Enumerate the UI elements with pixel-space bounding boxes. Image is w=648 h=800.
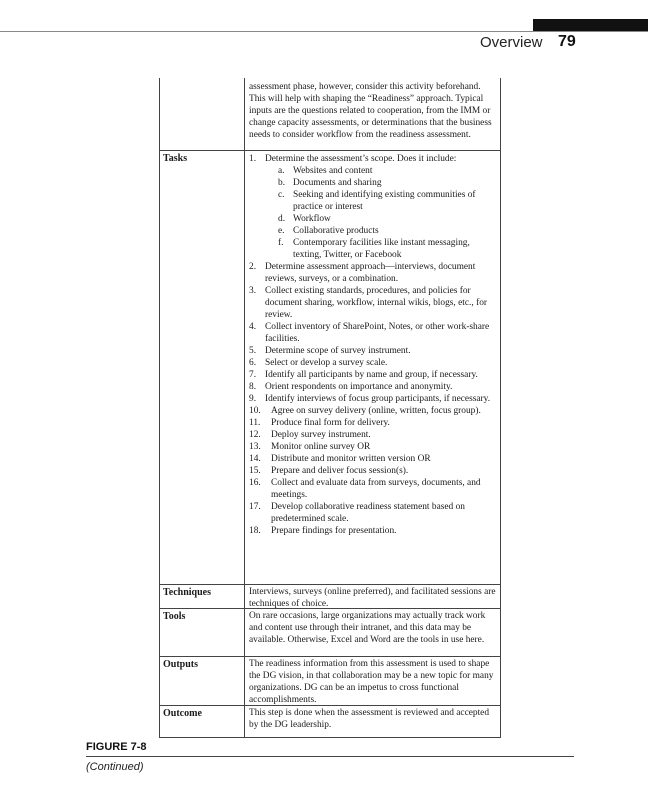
task-item: 13. Monitor online survey OR <box>249 442 371 452</box>
tools-cell <box>249 610 497 646</box>
intro-text: assessment phase, however, consider this activity beforehand. This will help with shaping the “Readiness” approach. Typical inputs are the questions related to cooperation, from the IMM or change capacity assessments, or determinations that the business needs to consider workflow from the readiness assessment. <box>249 82 492 140</box>
table-left-border <box>159 78 160 738</box>
table-column-divider <box>244 78 245 738</box>
task-item: 11. Produce final form for delivery. <box>249 418 390 428</box>
intro-cell <box>249 81 497 141</box>
outcome-text: This step is done when the assessment is reviewed and accepted by the DG leadership. <box>249 708 490 730</box>
task-item: 1. Determine the assessment’s scope. Does it include: a. Websites and content b. Documents and sharing c. Seeking and identifying existing communities of practice or interest d. Workflow e. Collaborative products f. Contemporary facilities like instant messaging, texting, Twitter, or Facebook <box>249 153 497 261</box>
row-divider-tasks <box>159 150 501 151</box>
outcome-label: Outcome <box>163 708 202 719</box>
task-item: 5. Determine scope of survey instrument. <box>249 346 411 356</box>
row-divider-outputs <box>159 656 501 657</box>
outputs-label: Outputs <box>163 659 199 670</box>
row-divider-techniques <box>159 584 501 585</box>
table-right-border <box>500 78 501 738</box>
task-subitem: e. Collaborative products <box>278 226 379 236</box>
page-number: 79 <box>558 33 576 50</box>
task-item: 18. Prepare findings for presentation. <box>249 526 397 536</box>
running-head-section: Overview <box>480 34 543 51</box>
task-item: 4. Collect inventory of SharePoint, Notes, or other work-share facilities. <box>249 322 490 344</box>
task-item: 9. Identify interviews of focus group participants, if necessary. <box>249 394 491 404</box>
task-item: 7. Identify all participants by name and group, if necessary. <box>249 370 478 380</box>
outputs-text: The readiness information from this assessment is used to shape the DG vision, in that collaboration may be a new topic for many organizations. DG can be an impetus to cross functional accomplishments. <box>249 659 494 705</box>
task-item: 2. Determine assessment approach—interviews, document reviews, surveys, or a combination. <box>249 262 476 284</box>
task-item: 16. Collect and evaluate data from surveys, documents, and meetings. <box>249 478 481 500</box>
task-item: 10. Agree on survey delivery (online, written, focus group). <box>249 406 481 416</box>
task-subitem: f. Contemporary facilities like instant messaging, texting, Twitter, or Facebook <box>278 238 470 260</box>
task-item: 3. Collect existing standards, procedures, and policies for document sharing, workflow, internal wikis, blogs, etc., for review. <box>249 286 488 320</box>
task-subitem: b. Documents and sharing <box>278 178 382 188</box>
tasks-list <box>249 153 497 537</box>
task-subitem: c. Seeking and identifying existing communities of practice or interest <box>278 190 476 212</box>
techniques-cell <box>249 586 497 610</box>
header-rule <box>0 31 648 32</box>
tasks-cell <box>249 153 497 537</box>
task-item: 14. Distribute and monitor written version OR <box>249 454 431 464</box>
figure-label: FIGURE 7-8 <box>86 741 147 753</box>
tasks-label: Tasks <box>163 153 188 164</box>
figure-rule <box>86 756 574 757</box>
outputs-cell <box>249 658 497 706</box>
task-item: 8. Orient respondents on importance and anonymity. <box>249 382 453 392</box>
techniques-text: Interviews, surveys (online preferred), and facilitated sessions are techniques of choice. <box>249 587 496 609</box>
figure-caption: (Continued) <box>86 761 144 773</box>
tools-label: Tools <box>163 611 186 622</box>
task-item: 15. Prepare and deliver focus session(s). <box>249 466 409 476</box>
process-table <box>159 78 501 738</box>
task-item: 6. Select or develop a survey scale. <box>249 358 388 368</box>
task-subitem: a. Websites and content <box>278 166 373 176</box>
task-item: 17. Develop collaborative readiness statement based on predetermined scale. <box>249 502 465 524</box>
outcome-cell <box>249 707 497 731</box>
tools-text: On rare occasions, large organizations may actually track work and content use through their intranet, and this data may be available. Otherwise, Excel and Word are the tools in use here. <box>249 611 486 645</box>
task-subitems <box>265 165 497 261</box>
task-item: 12. Deploy survey instrument. <box>249 430 371 440</box>
header-bar <box>533 19 648 31</box>
techniques-label: Techniques <box>163 587 211 598</box>
table-bottom-border <box>159 737 501 738</box>
task-subitem: d. Workflow <box>278 214 331 224</box>
